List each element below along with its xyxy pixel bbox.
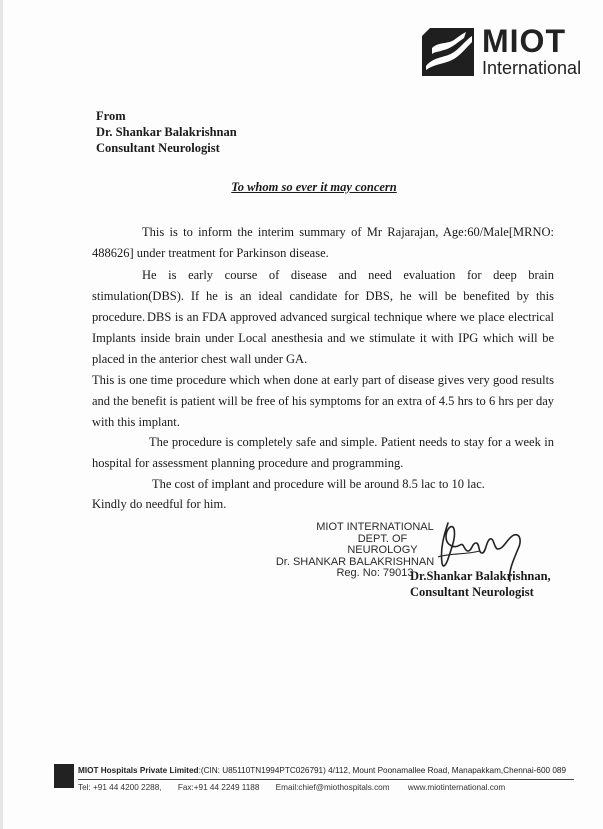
logo-subtitle-text: International [482, 58, 582, 78]
footer-contact-line [78, 783, 505, 792]
paragraph-hospital-stay: The procedure is completely safe and simple. Patient needs to stay for a week in hospital for assessment planning procedure and programming. [92, 435, 554, 470]
stamp-line-doctor: Dr. SHANKAR BALAKRISHNAN [275, 555, 435, 568]
paragraph-benefits: This is one time procedure which when done at early part of disease gives very good results and the benefit is patient will be free of his symptoms for an extra of 4.5 hrs to 6 hrs per day with this implant. [92, 373, 554, 429]
footer-company: MIOT Hospitals Private Limited [78, 766, 199, 775]
signatory-block [410, 568, 551, 600]
sender-name: Dr. Shankar Balakrishnan [96, 125, 237, 139]
footer-address: :(CIN: U85110TN1994PTC026791) 4/112, Mount Poonamallee Road, Manapakkam,Chennai-600 089 [198, 766, 567, 775]
letterhead-footer [54, 762, 574, 798]
footer-website: www.miotinternational.com [407, 783, 506, 792]
paragraph-request: Kindly do needful for him. [92, 497, 227, 511]
paragraph-cost: The cost of implant and procedure will be around 8.5 lac to 10 lac. [152, 477, 485, 491]
paragraph-interim-summary: This is to inform the interim summary of Mr Rajarajan, Age:60/Male[MRNO: 488626] under treatment for Parkinson disease. [92, 225, 554, 260]
sender-title: Consultant Neurologist [96, 141, 220, 155]
miot-logo [420, 24, 595, 84]
stamp-line-department: DEPT. OF NEUROLOGY [347, 532, 418, 556]
signatory-name: Dr.Shankar Balakrishnan, [410, 569, 551, 583]
footer-company-line [78, 766, 566, 775]
footer-tel: Tel: +91 44 4200 2288, [78, 783, 162, 792]
footer-email: Email:chief@miothospitals.com [275, 783, 390, 792]
stamp-line-hospital: MIOT INTERNATIONAL [316, 521, 434, 533]
from-label: From [96, 109, 126, 123]
footer-logo-icon [54, 764, 74, 788]
sender-block [96, 108, 237, 156]
paragraph-dbs-description: DBS is an FDA approved advanced surgical technique where we place electrical Implants inside brain under Local anesthesia and we stimulate it with IPG which will be placed in the anterior chest wall under GA. [92, 310, 554, 366]
stamp-line-reg-no: Reg. No: 79013 [336, 567, 414, 579]
letter-subject: To whom so ever it may concern [231, 180, 397, 194]
footer-divider [78, 779, 574, 780]
paragraph-evaluation: He is early course of disease and need evaluation for deep brain stimulation(DBS). If he is an ideal candidate for DBS, he will be benefited by this procedure. [92, 268, 554, 324]
logo-brand-text: MIOT [482, 23, 566, 59]
scan-edge [0, 0, 3, 829]
signatory-title: Consultant Neurologist [410, 585, 534, 599]
hands-logo-icon [420, 26, 476, 78]
footer-fax: Fax:+91 44 2249 1188 [177, 783, 260, 792]
